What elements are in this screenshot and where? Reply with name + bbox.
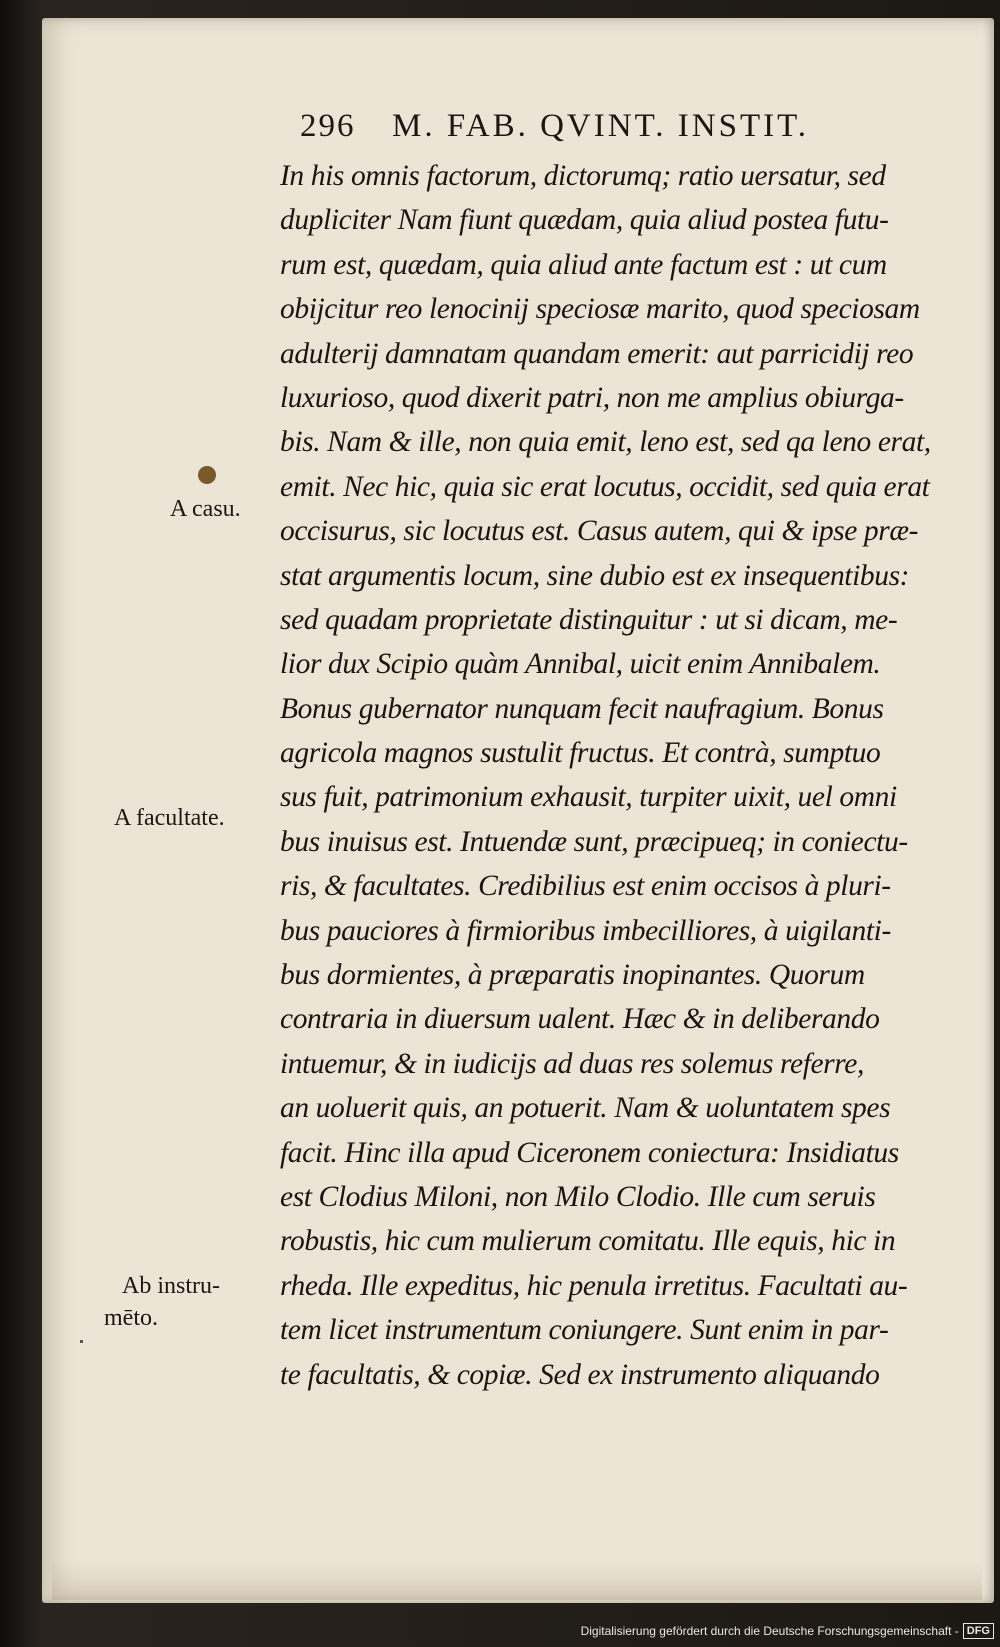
text-line: contraria in diuersum ualent. Hæc & in deliberando [280, 1003, 880, 1036]
page-header [300, 108, 940, 156]
ink-blot-mark [198, 466, 216, 484]
text-line: bus inuisus est. Intuendæ sunt, præcipueq; in coniectu- [280, 825, 908, 858]
margin-note-ab-instrumento-2: mēto. [104, 1305, 158, 1331]
text-line: ris, & facultates. Credibilius est enim occisos à pluri- [280, 870, 891, 903]
text-line: dupliciter Nam fiunt quædam, quia aliud postea futu- [280, 204, 889, 237]
text-line: In his omnis factorum, dictorumq; ratio uersatur, sed [280, 160, 886, 192]
text-line: an uoluerit quis, an potuerit. Nam & uoluntatem spes [280, 1092, 891, 1125]
text-line: rum est, quædam, quia aliud ante factum est : ut cum [280, 248, 887, 281]
text-line: intuemur, & in iudicijs ad duas res solemus referre, [280, 1047, 864, 1080]
text-line: est Clodius Miloni, non Milo Clodio. Ille cum seruis [280, 1180, 876, 1213]
text-line: stat argumentis locum, sine dubio est ex insequentibus: [280, 559, 910, 592]
text-line: obijcitur reo lenocinij speciosæ marito, quod speciosam [280, 293, 920, 326]
main-text-block [280, 154, 980, 1397]
footer-credit: Digitalisierung gefördert durch die Deutsche Forschungsgemeinschaft - [580, 1624, 959, 1638]
text-line: robustis, hic cum mulierum comitatu. Ille equis, hic in [280, 1225, 896, 1258]
margin-speck [80, 1340, 83, 1343]
page-edge-shadow [52, 1560, 982, 1600]
text-line: sed quadam proprietate distinguitur : ut si dicam, me- [280, 603, 898, 636]
text-line: sus fuit, patrimonium exhausit, turpiter uixit, uel omni [280, 781, 897, 814]
margin-note-ab-instrumento-1: Ab instru- [122, 1273, 220, 1299]
text-line: bus pauciores à firmioribus imbecilliores, à uigilanti- [280, 914, 891, 947]
text-line: luxurioso, quod dixerit patri, non me amplius obiurga- [280, 381, 904, 414]
text-line: rheda. Ille expeditus, hic penula irretitus. Facultati au- [280, 1269, 908, 1302]
text-line: lior dux Scipio quàm Annibal, uicit enim Annibalem. [280, 648, 881, 681]
text-line: te facultatis, & copiæ. Sed ex instrumento aliquando [280, 1358, 880, 1391]
digitization-footer [581, 1619, 994, 1643]
margin-note-a-facultate: A facultate. [114, 805, 225, 831]
text-line: agricola magnos sustulit fructus. Et contrà, sumptuo [280, 737, 881, 770]
text-line: facit. Hinc illa apud Ciceronem coniectura: Insidiatus [280, 1136, 899, 1169]
running-title: M. FAB. QVINT. INSTIT. [392, 108, 810, 144]
page-number: 296 [300, 108, 356, 144]
text-line: tem licet instrumentum coniungere. Sunt enim in par- [280, 1314, 889, 1347]
text-line: emit. Nec hic, quia sic erat locutus, occidit, sed quia erat [280, 470, 930, 503]
text-line: bis. Nam & ille, non quia emit, leno est, sed qa leno erat, [280, 426, 931, 459]
text-line: Bonus gubernator nunquam fecit naufragium. Bonus [280, 692, 884, 725]
dfg-logo-icon: DFG [963, 1623, 994, 1639]
margin-note-a-casu: A casu. [170, 496, 241, 522]
text-line: adulterij damnatam quandam emerit: aut parricidij reo [280, 337, 914, 370]
text-line: occisurus, sic locutus est. Casus autem, qui & ipse præ- [280, 515, 919, 548]
text-line: bus dormientes, à præparatis inopinantes. Quorum [280, 959, 865, 992]
